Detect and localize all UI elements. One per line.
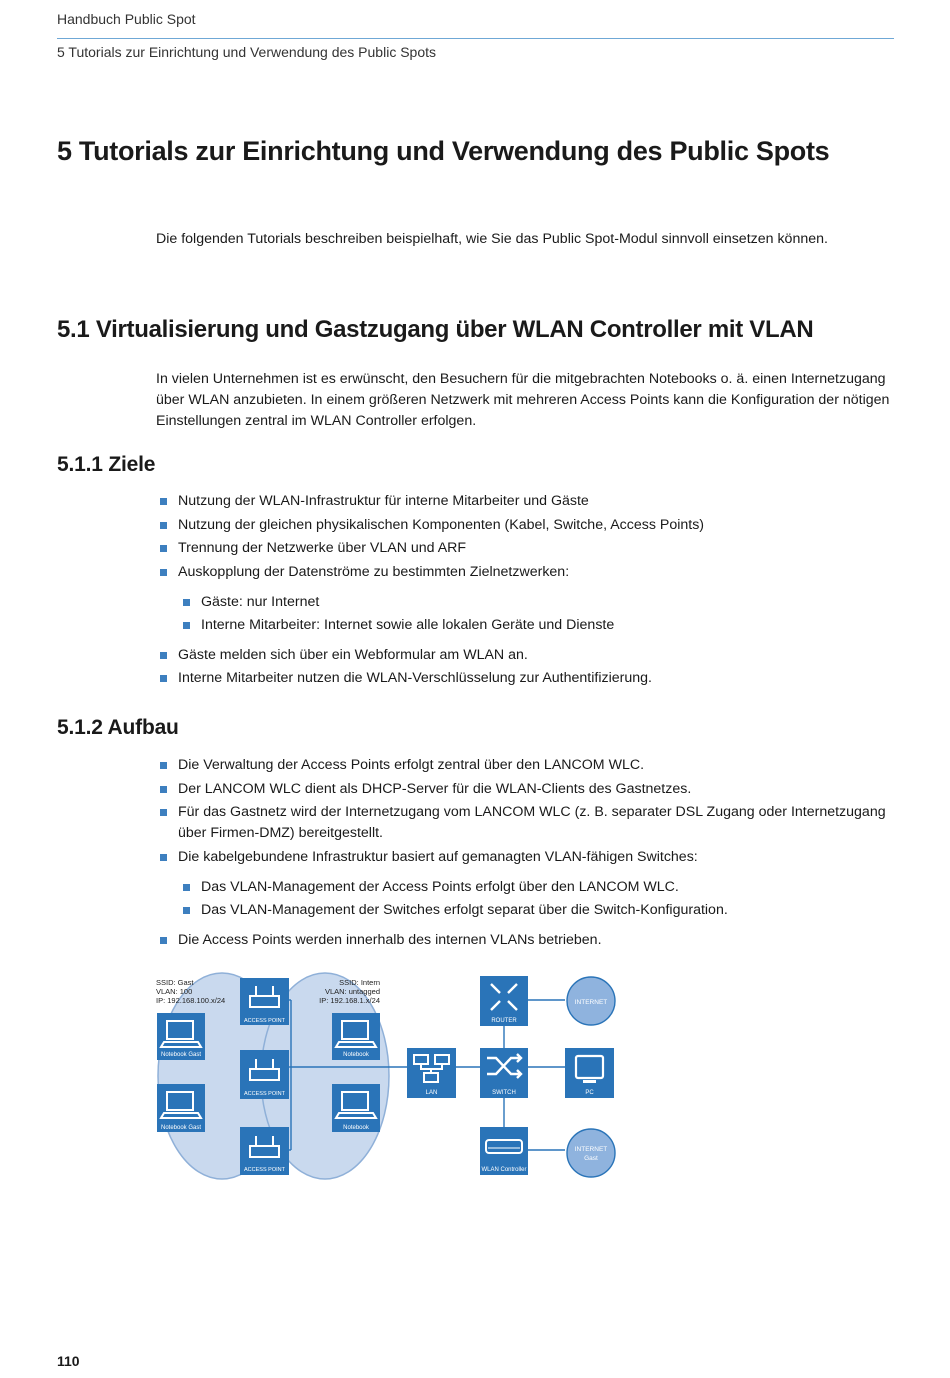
header-divider xyxy=(57,38,894,39)
intern-ssid: SSID: Intern xyxy=(339,978,380,987)
ziele-list xyxy=(156,491,896,689)
list-item: Der LANCOM WLC dient als DHCP-Server für die WLAN-Clients des Gastnetzes. xyxy=(156,779,896,800)
chapter-intro: Die folgenden Tutorials beschreiben beispielhaft, wie Sie das Public Spot-Modul sinnvoll einsetzen können. xyxy=(156,231,828,247)
laptop-icon xyxy=(332,1084,380,1132)
sub-list-item: Gäste: nur Internet xyxy=(156,591,896,614)
guest-vlan: VLAN: 100 xyxy=(156,987,193,996)
page-number: 110 xyxy=(57,1353,80,1369)
notebook-label: Notebook xyxy=(343,1125,369,1131)
access-point-label: ACCESS POINT xyxy=(244,1091,285,1097)
access-point-icon xyxy=(240,1127,289,1175)
access-point-label: ACCESS POINT xyxy=(244,1167,285,1173)
switch-icon xyxy=(480,1048,528,1098)
running-header-chapter: 5 Tutorials zur Einrichtung und Verwendung des Public Spots xyxy=(57,44,437,60)
lan-label: LAN xyxy=(425,1090,438,1096)
list-item: Die Verwaltung der Access Points erfolgt zentral über den LANCOM WLC. xyxy=(156,755,896,776)
list-item: Die Access Points werden innerhalb des internen VLANs betrieben. xyxy=(156,930,896,951)
router-icon xyxy=(480,976,528,1026)
intern-vlan: VLAN: untagged xyxy=(324,987,380,996)
lan-icon xyxy=(407,1048,456,1098)
access-point-icon xyxy=(240,978,289,1025)
list-item: Für das Gastnetz wird der Internetzugang vom LANCOM WLC (z. B. separater DSL Zugang oder Internetzugang über Firmen-DMZ) bereitgestellt. xyxy=(156,802,896,844)
list-item: Interne Mitarbeiter nutzen die WLAN-Verschlüsselung zur Authentifizierung. xyxy=(156,668,896,689)
notebook-gast-label: Notebook Gast xyxy=(160,1052,202,1058)
internet-gast-sublabel: Gast xyxy=(584,1155,598,1162)
list-item: Nutzung der gleichen physikalischen Komponenten (Kabel, Switche, Access Points) xyxy=(156,515,896,536)
sub-list-item: Interne Mitarbeiter: Internet sowie alle lokalen Geräte und Dienste xyxy=(156,614,896,637)
wlan-controller-icon xyxy=(480,1127,528,1175)
aufbau-list xyxy=(156,755,896,951)
chapter-title: 5 Tutorials zur Einrichtung und Verwendung des Public Spots xyxy=(57,136,830,166)
pc-icon xyxy=(565,1048,614,1098)
sub-list-item: Das VLAN-Management der Switches erfolgt separat über die Switch-Konfiguration. xyxy=(156,899,896,922)
laptop-icon xyxy=(332,1013,380,1060)
section-paragraph: In vielen Unternehmen ist es erwünscht, den Besuchern für die mitgebrachten Notebooks o. ä. einen Internetzugang über WLAN anzubieten. In einem größeren Netzwerk mit mehreren Access Points kann die Konfiguration der nötigen Einstellungen zentral im WLAN Controller erfolgen. xyxy=(156,371,890,429)
access-point-label: ACCESS POINT xyxy=(244,1018,285,1024)
internet-globe-icon xyxy=(567,977,615,1025)
laptop-icon xyxy=(157,1084,205,1132)
ziele-heading: 5.1.1 Ziele xyxy=(57,453,156,476)
section-title: 5.1 Virtualisierung und Gastzugang über WLAN Controller mit VLAN xyxy=(57,316,814,343)
router-label: ROUTER xyxy=(491,1018,517,1024)
guest-ip: IP: 192.168.100.x/24 xyxy=(156,996,226,1005)
list-item: Nutzung der WLAN-Infrastruktur für interne Mitarbeiter und Gäste xyxy=(156,491,896,512)
notebook-label: Notebook xyxy=(343,1052,369,1058)
list-item: Die kabelgebundene Infrastruktur basiert auf gemanagten VLAN-fähigen Switches: xyxy=(156,847,896,868)
notebook-gast-label: Notebook Gast xyxy=(160,1125,202,1131)
list-item: Gäste melden sich über ein Webformular am WLAN an. xyxy=(156,645,896,666)
guest-ssid: SSID: Gast xyxy=(156,978,194,987)
list-item: Trennung der Netzwerke über VLAN und ARF xyxy=(156,538,896,559)
access-point-icon xyxy=(240,1050,289,1099)
laptop-icon xyxy=(157,1013,205,1060)
running-header-title: Handbuch Public Spot xyxy=(57,11,196,27)
network-diagram xyxy=(150,970,630,1185)
wlan-controller-label: WLAN Controller xyxy=(481,1167,527,1173)
intern-ip: IP: 192.168.1.x/24 xyxy=(319,996,380,1005)
switch-label: SWITCH xyxy=(492,1090,516,1096)
aufbau-heading: 5.1.2 Aufbau xyxy=(57,716,179,739)
list-item: Auskopplung der Datenströme zu bestimmten Zielnetzwerken: xyxy=(156,562,896,583)
internet-label: INTERNET xyxy=(574,999,608,1006)
internet-gast-globe-icon xyxy=(567,1129,615,1177)
pc-label: PC xyxy=(585,1090,594,1096)
sub-list-item: Das VLAN-Management der Access Points erfolgt über den LANCOM WLC. xyxy=(156,876,896,899)
internet-gast-label: INTERNET xyxy=(574,1146,608,1153)
